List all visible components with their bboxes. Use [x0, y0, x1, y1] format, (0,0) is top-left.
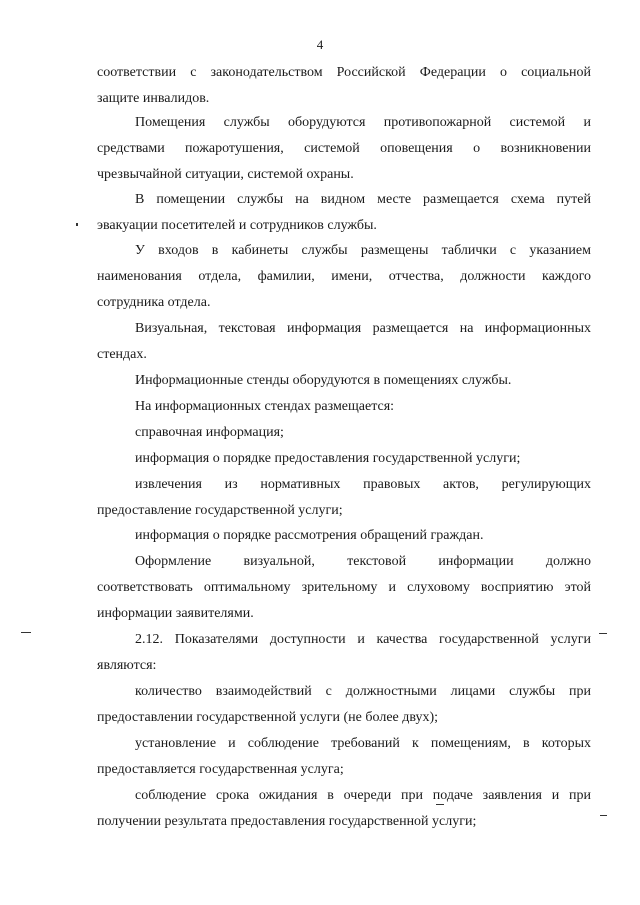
- paragraph-4: [97, 238, 591, 316]
- text-line: предоставлении государственной услуги (не более двух);: [97, 710, 439, 725]
- text-line: Визуальная, текстовая информация размещается на информационных: [135, 321, 591, 336]
- paragraph-1: [97, 60, 591, 112]
- text-line: соответствии с законодательством Российской Федерации о социальной: [97, 65, 591, 80]
- paragraph-10: [97, 472, 591, 524]
- text-line: информации заявителями.: [97, 606, 254, 621]
- text-line: соблюдение срока ожидания в очереди при подаче заявления и при: [135, 788, 591, 803]
- scan-dash: [600, 815, 607, 816]
- text-line: стендах.: [97, 347, 147, 362]
- text-line: справочная информация;: [135, 425, 284, 440]
- text-line: Оформление визуальной, текстовой информации должно: [135, 554, 591, 569]
- text-line: количество взаимодействий с должностными лицами службы при: [135, 684, 591, 699]
- text-line: чрезвычайной ситуации, системой охраны.: [97, 167, 354, 182]
- paragraph-5: [97, 316, 591, 368]
- text-line: извлечения из нормативных правовых актов, регулирующих: [135, 477, 591, 492]
- paragraph-8: [97, 420, 591, 446]
- text-line: эвакуации посетителей и сотрудников службы.: [97, 218, 377, 233]
- paragraph-13: [97, 627, 591, 679]
- scan-speck: [76, 223, 78, 226]
- paragraph-3: [97, 187, 591, 239]
- text-line: 2.12. Показателями доступности и качества государственной услуги: [135, 632, 591, 647]
- text-line: установление и соблюдение требований к помещениям, в которых: [135, 736, 591, 751]
- text-line: получении результата предоставления государственной услуги;: [97, 814, 477, 829]
- text-line: защите инвалидов.: [97, 91, 210, 106]
- scan-dash: [599, 633, 607, 634]
- paragraph-7: [97, 394, 591, 420]
- paragraph-12: [97, 549, 591, 627]
- text-line: предоставление государственной услуги;: [97, 503, 343, 518]
- text-line: сотрудника отдела.: [97, 295, 211, 310]
- paragraph-14: [97, 679, 591, 731]
- text-line: информация о порядке рассмотрения обращений граждан.: [135, 528, 484, 543]
- paragraph-2: [97, 110, 591, 188]
- text-line: Помещения службы оборудуются противопожарной системой и: [135, 115, 591, 130]
- scan-dash: [21, 632, 31, 633]
- paragraph-16: [97, 783, 591, 835]
- text-line: информация о порядке предоставления государственной услуги;: [135, 451, 521, 466]
- text-line: соответствовать оптимальному зрительному и слуховому восприятию этой: [97, 580, 591, 595]
- text-line: предоставляется государственная услуга;: [97, 762, 344, 777]
- paragraph-15: [97, 731, 591, 783]
- page-number: 4: [316, 37, 324, 52]
- paragraph-11: [97, 523, 591, 549]
- paragraph-9: [97, 446, 591, 472]
- text-line: На информационных стендах размещается:: [135, 399, 395, 414]
- text-line: средствами пожаротушения, системой оповещения о возникновении: [97, 141, 591, 156]
- text-line: являются:: [97, 658, 157, 673]
- text-line: Информационные стенды оборудуются в помещениях службы.: [135, 373, 512, 388]
- scan-dash: [436, 804, 444, 805]
- text-line: У входов в кабинеты службы размещены таблички с указанием: [135, 243, 591, 258]
- paragraph-6: [97, 368, 591, 394]
- text-line: В помещении службы на видном месте размещается схема путей: [135, 192, 591, 207]
- text-line: наименования отдела, фамилии, имени, отчества, должности каждого: [97, 269, 591, 284]
